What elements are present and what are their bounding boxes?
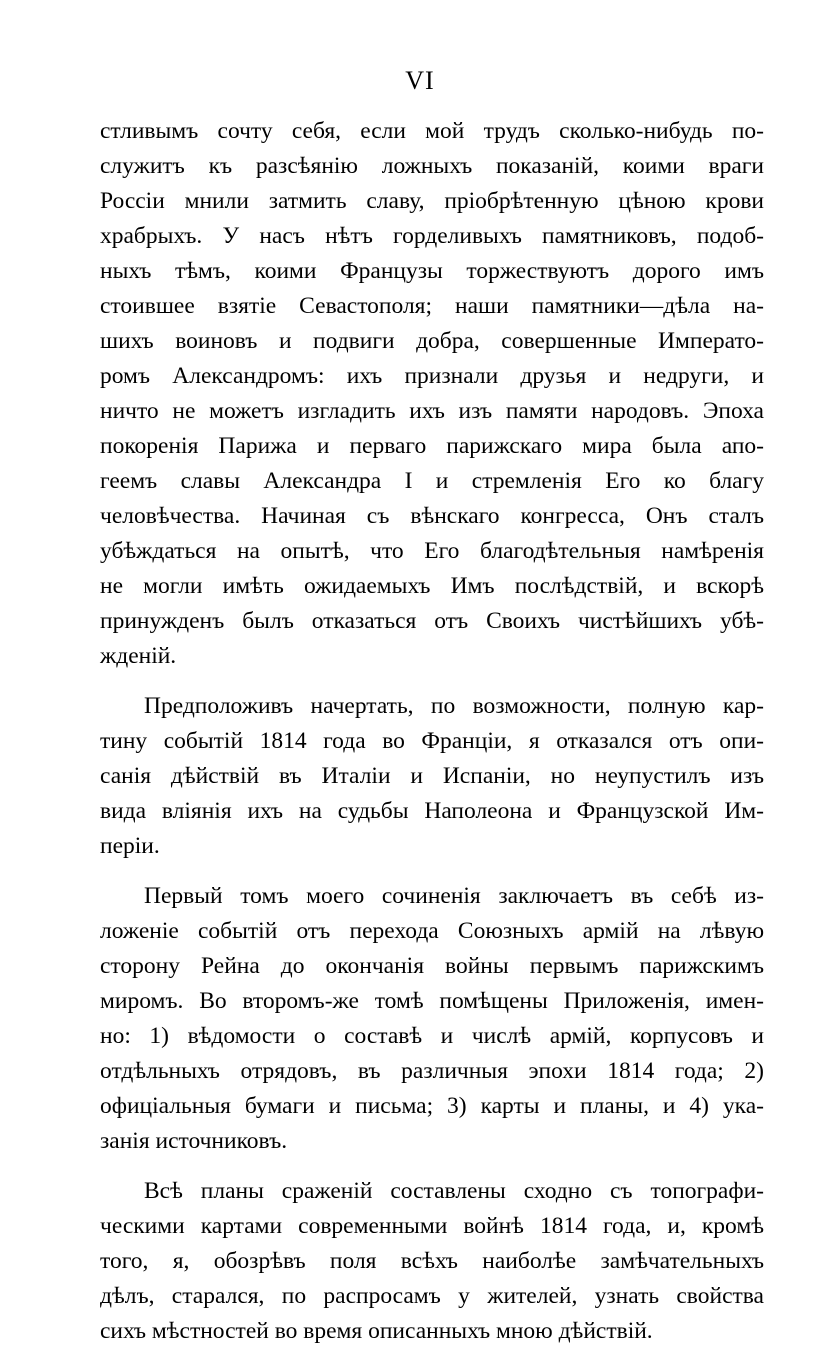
- text-line: офиціальныя бумаги и письма; 3) карты и планы, и 4) ука-: [100, 1093, 764, 1119]
- paragraph-4: [100, 1174, 764, 1349]
- text-line: того, я, обозрѣвъ поля всѣхъ наиболѣе замѣчательныхъ: [100, 1248, 764, 1274]
- text-line: служитъ къ разсѣянію ложныхъ показаній, коими враги: [100, 153, 764, 179]
- text-line: Россіи мнили затмить славу, пріобрѣтенную цѣною крови: [100, 188, 764, 214]
- paragraph-2: [100, 689, 764, 864]
- text-line: занія источниковъ.: [100, 1128, 288, 1154]
- paragraph-1: [100, 114, 764, 674]
- text-line: ничто не можетъ изгладить ихъ изъ памяти народовъ. Эпоха: [100, 398, 764, 424]
- text-line: стливымъ сочту себя, если мой трудъ сколько-нибудь по-: [100, 118, 764, 144]
- text-line: ромъ Александромъ: ихъ признали друзья и недруги, и: [100, 363, 764, 389]
- text-line: убѣждаться на опытѣ, что Его благодѣтельныя намѣренія: [100, 538, 764, 564]
- text-line: Предположивъ начертать, по возможности, полную кар-: [144, 693, 764, 719]
- body-text: [100, 114, 764, 1364]
- text-line: ческими картами современными войнѣ 1814 года, и, кромѣ: [100, 1213, 764, 1239]
- text-line: Первый томъ моего сочиненія заключаетъ въ себѣ из-: [144, 883, 764, 909]
- text-line: отдѣльныхъ отрядовъ, въ различныя эпохи 1814 года; 2): [100, 1058, 764, 1084]
- text-line: тину событій 1814 года во Франціи, я отказался отъ опи-: [100, 728, 764, 754]
- text-line: стоившее взятіе Севастополя; наши памятники—дѣла на-: [100, 293, 764, 319]
- text-line: человѣчества. Начиная съ вѣнскаго конгресса, Онъ сталъ: [100, 503, 764, 529]
- text-line: вида вліянія ихъ на судьбы Наполеона и Французской Им-: [100, 798, 764, 824]
- paragraph-3: [100, 879, 764, 1159]
- text-line: періи.: [100, 833, 160, 859]
- page-number: VI: [405, 66, 435, 95]
- text-line: геемъ славы Александра I и стремленія Его ко благу: [100, 468, 764, 494]
- text-line: дѣлъ, старался, по распросамъ у жителей, узнать свойства: [100, 1283, 764, 1309]
- text-line: сихъ мѣстностей во время описанныхъ мною дѣйствій.: [100, 1318, 653, 1344]
- text-line: храбрыхъ. У насъ нѣтъ горделивыхъ памятниковъ, подоб-: [100, 223, 764, 249]
- text-line: покоренія Парижа и перваго парижскаго мира была апо-: [100, 433, 764, 459]
- text-line: жденій.: [100, 643, 177, 669]
- text-line: санія дѣйствій въ Италіи и Испаніи, но неупустилъ изъ: [100, 763, 764, 789]
- text-line: шихъ воиновъ и подвиги добра, совершенные Императо-: [100, 328, 764, 354]
- text-line: но: 1) вѣдомости о составѣ и числѣ армій, корпусовъ и: [100, 1023, 764, 1049]
- text-line: сторону Рейна до окончанія войны первымъ парижскимъ: [100, 953, 764, 979]
- text-line: ложеніе событій отъ перехода Союзныхъ армій на лѣвую: [100, 918, 764, 944]
- text-line: миромъ. Во второмъ-же томѣ помѣщены Приложенія, имен-: [100, 988, 764, 1014]
- text-line: Всѣ планы сраженій составлены сходно съ топографи-: [144, 1178, 764, 1204]
- text-line: ныхъ тѣмъ, коими Французы торжествуютъ дорого имъ: [100, 258, 764, 284]
- text-line: не могли имѣть ожидаемыхъ Имъ послѣдствій, и вскорѣ: [100, 573, 764, 599]
- text-line: принужденъ былъ отказаться отъ Своихъ чистѣйшихъ убѣ-: [100, 608, 764, 634]
